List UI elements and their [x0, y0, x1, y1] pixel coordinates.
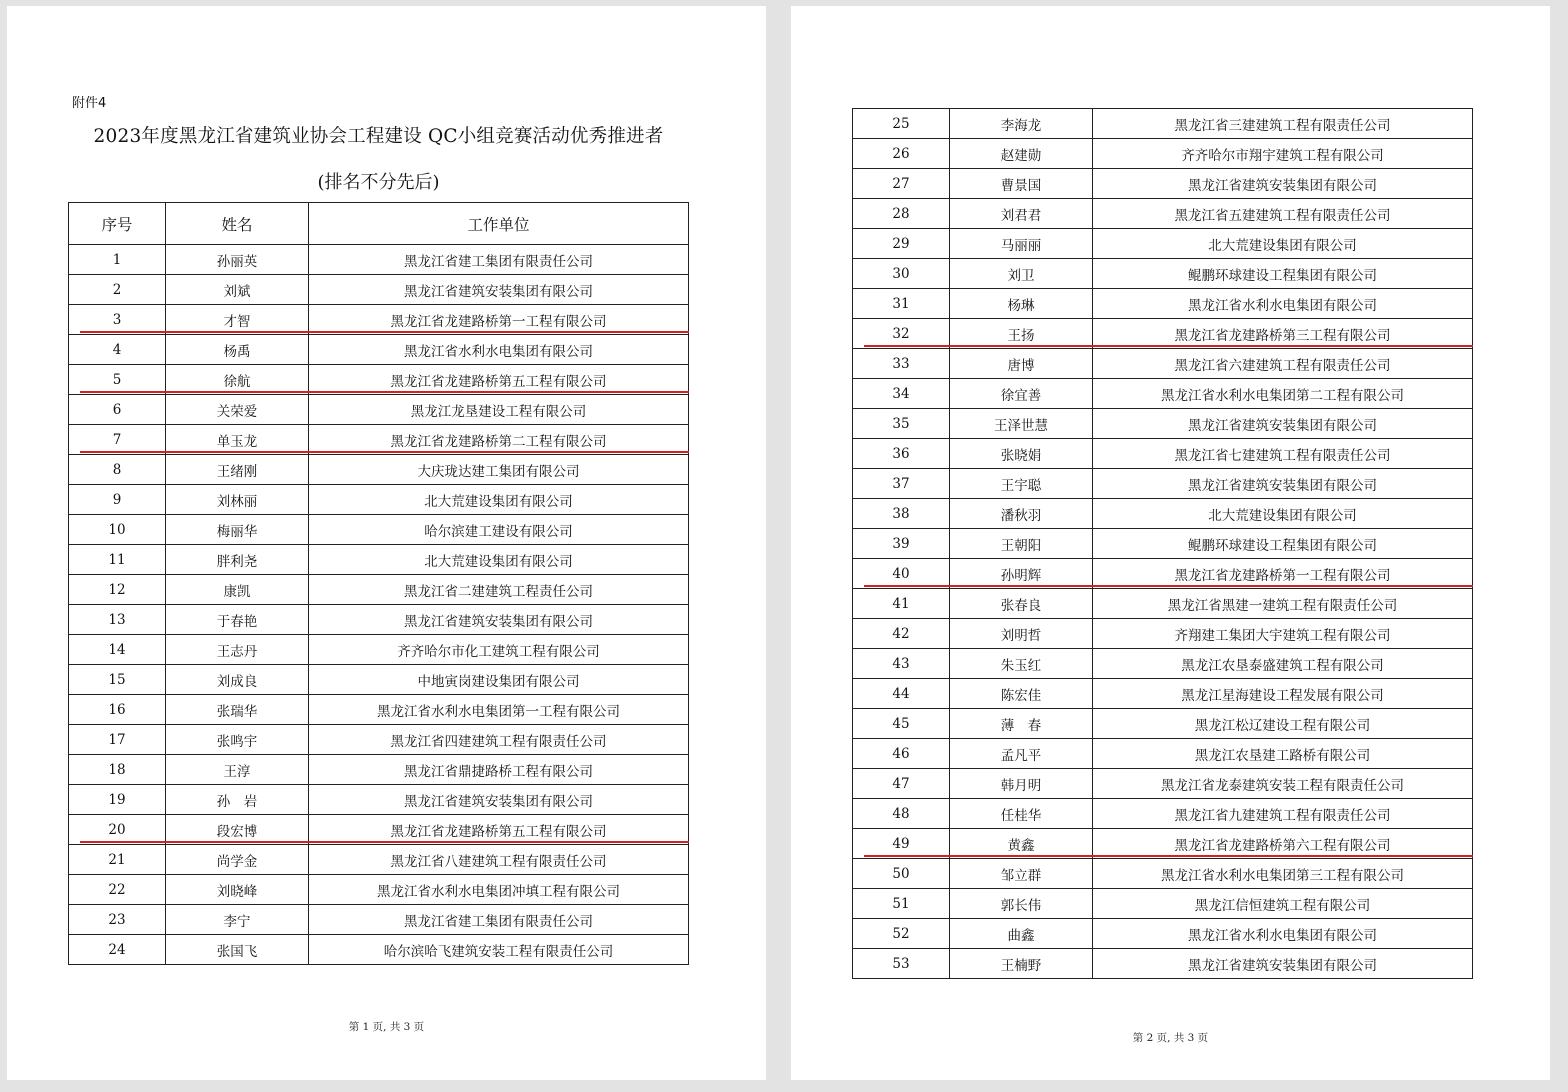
row-org: 齐翔建工集团大宇建筑工程有限公司: [1093, 619, 1473, 649]
row-org: 鲲鹏环球建设工程集团有限公司: [1093, 259, 1473, 289]
row-name: 王志丹: [166, 635, 309, 665]
row-name: 任桂华: [950, 799, 1093, 829]
row-name: 杨禹: [166, 335, 309, 365]
document-subtitle: (排名不分先后): [317, 172, 440, 193]
row-seq: 17: [69, 725, 166, 755]
row-seq: 23: [69, 905, 166, 935]
table-row: [69, 935, 689, 965]
row-name: 张鸣宇: [166, 725, 309, 755]
row-org: 黑龙江省龙泰建筑安装工程有限责任公司: [1093, 769, 1473, 799]
header-name: 姓名: [166, 203, 309, 245]
row-org: 哈尔滨哈飞建筑安装工程有限责任公司: [309, 935, 689, 965]
row-seq: 43: [853, 649, 950, 679]
row-org: 黑龙江农垦泰盛建筑工程有限公司: [1093, 649, 1473, 679]
row-org: 大庆珑达建工集团有限公司: [309, 455, 689, 485]
row-name: 刘林丽: [166, 485, 309, 515]
row-org: 黑龙江省水利水电集团第二工程有限公司: [1093, 379, 1473, 409]
row-seq: 44: [853, 679, 950, 709]
row-name: 于春艳: [166, 605, 309, 635]
table-row: [69, 515, 689, 545]
row-name: 徐宜善: [950, 379, 1093, 409]
table-row: [853, 169, 1473, 199]
row-org: 黑龙江省黑建一建筑工程有限责任公司: [1093, 589, 1473, 619]
row-name: 唐博: [950, 349, 1093, 379]
table-row: [69, 695, 689, 725]
row-org: 黑龙江省建工集团有限责任公司: [309, 905, 689, 935]
row-seq: 2: [69, 275, 166, 305]
row-name: 孙明辉: [950, 559, 1093, 589]
row-seq: 48: [853, 799, 950, 829]
row-name: 刘成良: [166, 665, 309, 695]
row-seq: 12: [69, 575, 166, 605]
table-row: [853, 679, 1473, 709]
table-row: [853, 289, 1473, 319]
table-row: [853, 469, 1473, 499]
row-org: 黑龙江省建筑安装集团有限公司: [309, 275, 689, 305]
row-org: 黑龙江省龙建路桥第二工程有限公司: [309, 425, 689, 455]
red-underline-mark: [80, 391, 689, 393]
row-seq: 41: [853, 589, 950, 619]
row-seq: 7: [69, 425, 166, 455]
row-org: 黑龙江省水利水电集团有限公司: [1093, 919, 1473, 949]
row-seq: 4: [69, 335, 166, 365]
row-name: 王扬: [950, 319, 1093, 349]
table-row: [69, 395, 689, 425]
row-org: 黑龙江省水利水电集团有限公司: [309, 335, 689, 365]
row-seq: 24: [69, 935, 166, 965]
row-seq: 53: [853, 949, 950, 979]
row-seq: 10: [69, 515, 166, 545]
table-row: [69, 245, 689, 275]
table-row: [853, 409, 1473, 439]
row-seq: 31: [853, 289, 950, 319]
table-row: [69, 785, 689, 815]
table-row: [853, 649, 1473, 679]
row-org: 黑龙江省八建建筑工程有限责任公司: [309, 845, 689, 875]
row-name: 单玉龙: [166, 425, 309, 455]
table-row: [69, 875, 689, 905]
row-seq: 39: [853, 529, 950, 559]
row-seq: 36: [853, 439, 950, 469]
red-underline-mark: [80, 451, 689, 453]
table-row: [69, 905, 689, 935]
document-title: 2023年度黑龙江省建筑业协会工程建设 QC小组竞赛活动优秀推进者: [93, 126, 664, 147]
row-name: 刘明哲: [950, 619, 1093, 649]
row-org: 黑龙江省二建建筑工程责任公司: [309, 575, 689, 605]
row-name: 邹立群: [950, 859, 1093, 889]
row-seq: 19: [69, 785, 166, 815]
table-row: [853, 349, 1473, 379]
row-name: 徐航: [166, 365, 309, 395]
row-name: 王泽世慧: [950, 409, 1093, 439]
row-seq: 29: [853, 229, 950, 259]
row-name: 王绪刚: [166, 455, 309, 485]
table-row: [853, 949, 1473, 979]
row-seq: 28: [853, 199, 950, 229]
row-name: 张春良: [950, 589, 1093, 619]
row-name: 杨琳: [950, 289, 1093, 319]
row-seq: 20: [69, 815, 166, 845]
row-seq: 8: [69, 455, 166, 485]
row-seq: 52: [853, 919, 950, 949]
row-seq: 3: [69, 305, 166, 335]
red-underline-mark: [80, 331, 689, 333]
row-name: 韩月明: [950, 769, 1093, 799]
table-row: [853, 919, 1473, 949]
row-org: 哈尔滨建工建设有限公司: [309, 515, 689, 545]
row-name: 曹景国: [950, 169, 1093, 199]
row-org: 黑龙江省建筑安装集团有限公司: [309, 605, 689, 635]
row-name: 薄 春: [950, 709, 1093, 739]
row-name: 张瑞华: [166, 695, 309, 725]
row-name: 王朝阳: [950, 529, 1093, 559]
row-name: 刘卫: [950, 259, 1093, 289]
roster-table-page-1: [68, 202, 689, 965]
row-name: 马丽丽: [950, 229, 1093, 259]
row-name: 潘秋羽: [950, 499, 1093, 529]
table-row: [853, 199, 1473, 229]
row-seq: 25: [853, 109, 950, 139]
row-name: 朱玉红: [950, 649, 1093, 679]
table-row: [853, 259, 1473, 289]
row-seq: 5: [69, 365, 166, 395]
table-row: [69, 485, 689, 515]
row-seq: 32: [853, 319, 950, 349]
row-name: 赵建勋: [950, 139, 1093, 169]
row-org: 黑龙江省龙建路桥第一工程有限公司: [309, 305, 689, 335]
table-row: [853, 439, 1473, 469]
table-row: [853, 589, 1473, 619]
row-org: 黑龙江省水利水电集团冲填工程有限公司: [309, 875, 689, 905]
row-seq: 15: [69, 665, 166, 695]
row-org: 鲲鹏环球建设工程集团有限公司: [1093, 529, 1473, 559]
table-row: [853, 139, 1473, 169]
row-name: 康凯: [166, 575, 309, 605]
row-seq: 22: [69, 875, 166, 905]
row-name: 张国飞: [166, 935, 309, 965]
row-seq: 34: [853, 379, 950, 409]
row-seq: 26: [853, 139, 950, 169]
row-org: 黑龙江省龙建路桥第六工程有限公司: [1093, 829, 1473, 859]
row-org: 黑龙江省三建建筑工程有限责任公司: [1093, 109, 1473, 139]
row-seq: 21: [69, 845, 166, 875]
table-row: [853, 889, 1473, 919]
row-org: 黑龙江省建筑安装集团有限公司: [1093, 469, 1473, 499]
row-name: 孙丽英: [166, 245, 309, 275]
table-row: [69, 575, 689, 605]
row-org: 黑龙江龙垦建设工程有限公司: [309, 395, 689, 425]
row-seq: 11: [69, 545, 166, 575]
row-seq: 40: [853, 559, 950, 589]
row-org: 中地寅岗建设集团有限公司: [309, 665, 689, 695]
table-row: [69, 725, 689, 755]
row-name: 曲鑫: [950, 919, 1093, 949]
row-name: 胖利尧: [166, 545, 309, 575]
table-row: [69, 755, 689, 785]
table-row: [853, 229, 1473, 259]
row-org: 黑龙江省建工集团有限责任公司: [309, 245, 689, 275]
row-name: 孟凡平: [950, 739, 1093, 769]
row-seq: 16: [69, 695, 166, 725]
table-row: [853, 709, 1473, 739]
row-seq: 13: [69, 605, 166, 635]
page-footer-2: 第 2 页, 共 3 页: [1132, 1032, 1209, 1044]
table-row: [853, 529, 1473, 559]
row-org: 黑龙江省七建建筑工程有限责任公司: [1093, 439, 1473, 469]
row-name: 孙 岩: [166, 785, 309, 815]
row-name: 李宁: [166, 905, 309, 935]
table-row: [853, 379, 1473, 409]
row-name: 王楠野: [950, 949, 1093, 979]
row-seq: 14: [69, 635, 166, 665]
table-row: [853, 619, 1473, 649]
row-name: 刘晓峰: [166, 875, 309, 905]
row-name: 李海龙: [950, 109, 1093, 139]
row-seq: 42: [853, 619, 950, 649]
row-org: 北大荒建设集团有限公司: [309, 485, 689, 515]
row-seq: 46: [853, 739, 950, 769]
table-row: [69, 455, 689, 485]
row-seq: 33: [853, 349, 950, 379]
table-row: [69, 635, 689, 665]
row-org: 黑龙江省四建建筑工程有限责任公司: [309, 725, 689, 755]
row-org: 黑龙江省龙建路桥第五工程有限公司: [309, 815, 689, 845]
row-org: 北大荒建设集团有限公司: [1093, 499, 1473, 529]
table-row: [69, 275, 689, 305]
row-org: 黑龙江省九建建筑工程有限责任公司: [1093, 799, 1473, 829]
red-underline-mark: [864, 585, 1473, 587]
row-org: 北大荒建设集团有限公司: [1093, 229, 1473, 259]
row-org: 黑龙江省龙建路桥第三工程有限公司: [1093, 319, 1473, 349]
row-org: 黑龙江农垦建工路桥有限公司: [1093, 739, 1473, 769]
row-name: 王宇聪: [950, 469, 1093, 499]
row-org: 黑龙江省建筑安装集团有限公司: [1093, 169, 1473, 199]
row-org: 黑龙江省龙建路桥第一工程有限公司: [1093, 559, 1473, 589]
table-header-row: [69, 203, 689, 245]
red-underline-mark: [864, 855, 1473, 857]
row-org: 齐齐哈尔市翔宇建筑工程有限公司: [1093, 139, 1473, 169]
table-row: [853, 109, 1473, 139]
row-name: 关荣爱: [166, 395, 309, 425]
row-org: 黑龙江省水利水电集团有限公司: [1093, 289, 1473, 319]
row-org: 黑龙江省鼎捷路桥工程有限公司: [309, 755, 689, 785]
row-org: 北大荒建设集团有限公司: [309, 545, 689, 575]
row-name: 尚学金: [166, 845, 309, 875]
row-seq: 37: [853, 469, 950, 499]
row-name: 陈宏佳: [950, 679, 1093, 709]
row-name: 段宏博: [166, 815, 309, 845]
row-seq: 38: [853, 499, 950, 529]
row-org: 黑龙江省六建建筑工程有限责任公司: [1093, 349, 1473, 379]
table-row: [69, 605, 689, 635]
row-org: 黑龙江省龙建路桥第五工程有限公司: [309, 365, 689, 395]
row-org: 齐齐哈尔市化工建筑工程有限公司: [309, 635, 689, 665]
row-seq: 47: [853, 769, 950, 799]
row-name: 黄鑫: [950, 829, 1093, 859]
table-row: [853, 769, 1473, 799]
row-name: 王淳: [166, 755, 309, 785]
row-seq: 1: [69, 245, 166, 275]
red-underline-mark: [80, 841, 689, 843]
row-org: 黑龙江松辽建设工程有限公司: [1093, 709, 1473, 739]
row-seq: 45: [853, 709, 950, 739]
row-seq: 9: [69, 485, 166, 515]
row-name: 才智: [166, 305, 309, 335]
table-row: [69, 665, 689, 695]
row-seq: 18: [69, 755, 166, 785]
row-org: 黑龙江省建筑安装集团有限公司: [309, 785, 689, 815]
row-seq: 6: [69, 395, 166, 425]
row-seq: 50: [853, 859, 950, 889]
row-name: 刘君君: [950, 199, 1093, 229]
row-org: 黑龙江省建筑安装集团有限公司: [1093, 949, 1473, 979]
row-name: 梅丽华: [166, 515, 309, 545]
table-row: [853, 799, 1473, 829]
table-row: [853, 499, 1473, 529]
row-org: 黑龙江省水利水电集团第一工程有限公司: [309, 695, 689, 725]
row-seq: 27: [853, 169, 950, 199]
row-name: 张晓娟: [950, 439, 1093, 469]
attachment-label: 附件4: [72, 96, 107, 111]
table-row: [69, 545, 689, 575]
row-org: 黑龙江省建筑安装集团有限公司: [1093, 409, 1473, 439]
header-org: 工作单位: [309, 203, 689, 245]
table-row: [853, 739, 1473, 769]
row-seq: 51: [853, 889, 950, 919]
table-row: [69, 335, 689, 365]
row-seq: 30: [853, 259, 950, 289]
red-underline-mark: [864, 345, 1473, 347]
header-seq: 序号: [69, 203, 166, 245]
page-footer-1: 第 1 页, 共 3 页: [348, 1021, 425, 1033]
row-name: 刘斌: [166, 275, 309, 305]
row-name: 郭长伟: [950, 889, 1093, 919]
row-seq: 35: [853, 409, 950, 439]
roster-table-page-2: [852, 108, 1473, 979]
row-org: 黑龙江省水利水电集团第三工程有限公司: [1093, 859, 1473, 889]
row-org: 黑龙江省五建建筑工程有限责任公司: [1093, 199, 1473, 229]
row-org: 黑龙江星海建设工程发展有限公司: [1093, 679, 1473, 709]
table-row: [69, 845, 689, 875]
table-row: [853, 859, 1473, 889]
row-seq: 49: [853, 829, 950, 859]
row-org: 黑龙江信恒建筑工程有限公司: [1093, 889, 1473, 919]
